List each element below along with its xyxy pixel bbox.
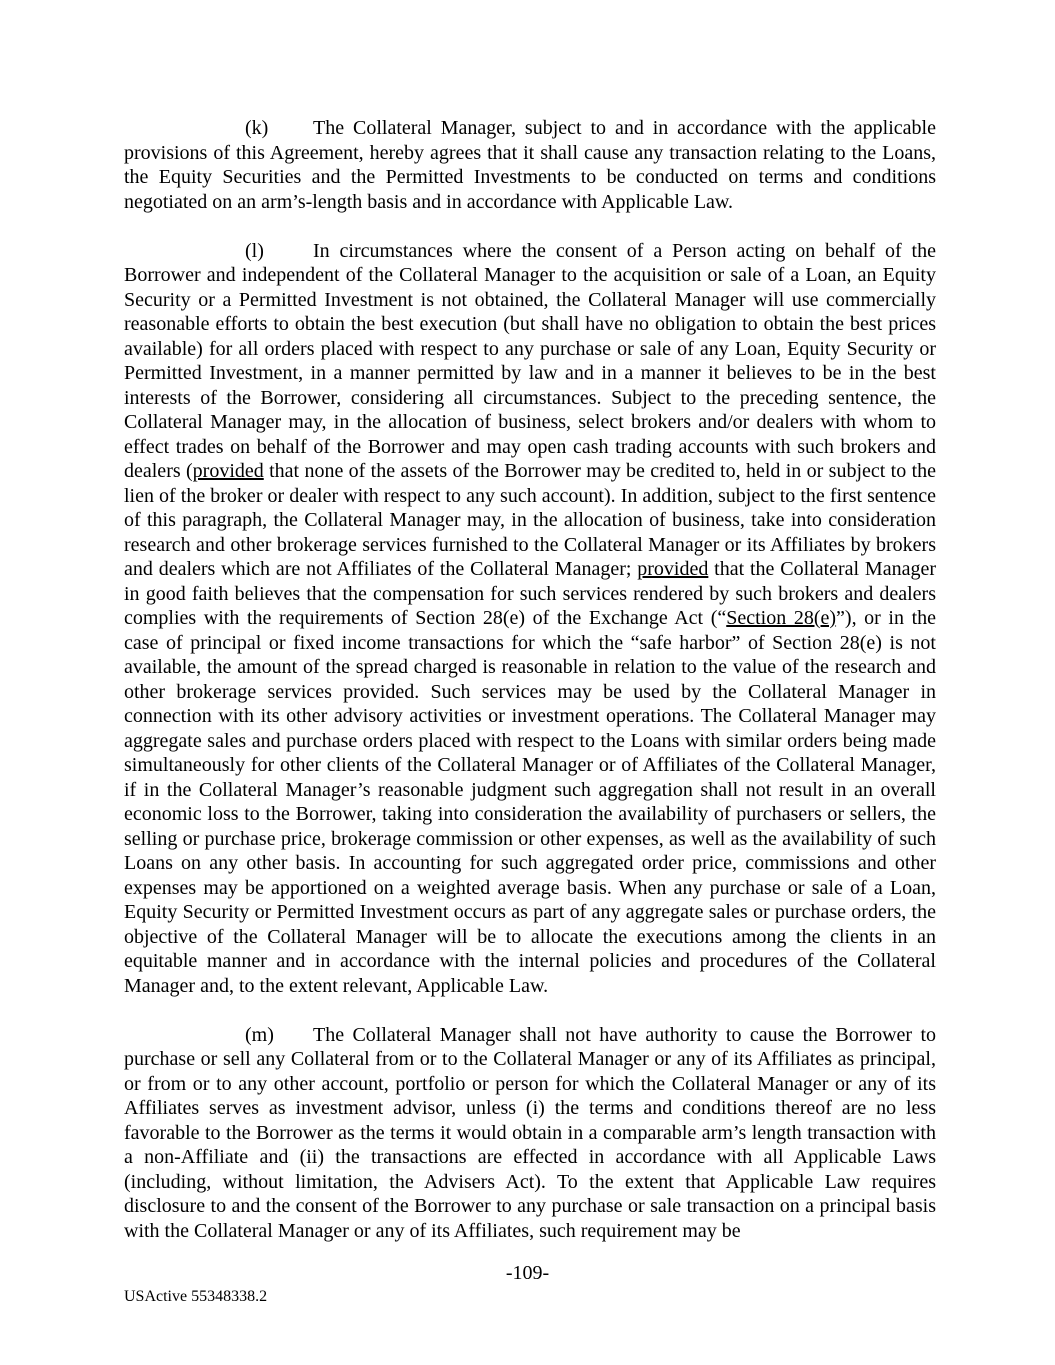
paragraph-l-label: (l) bbox=[245, 239, 264, 262]
text-run: The Collateral Manager shall not have authority to cause the Borrower to purchase or sell any Collateral from or to the Collateral Manager or any of its Affiliates as principal, or from or to any other account, portfolio or person for which the Collateral Manager or any of its Affiliates serves as investment advisor, unless (i) the terms and conditions thereof are no less favorable to the Borrower as the terms it would obtain in a comparable arm’s length transaction with a non-Affiliate and (ii) the transactions are effected in accordance with all Applicable Laws (including, without limitation, the Advisers Act). To the extent that Applicable Law requires disclosure to and the consent of the Borrower to any purchase or sale transaction on a principal basis with the Collateral Manager or any of its Affiliates, such requirement may be bbox=[124, 1023, 936, 1242]
underlined-term: provided bbox=[192, 460, 264, 482]
paragraph-k-label: (k) bbox=[245, 117, 269, 139]
page-number: -109- bbox=[505, 1262, 550, 1284]
text-run: ”), or in the case of principal or fixed income transactions for which the “safe harbor” of Section 28(e) is not available, the amount of the spread charged is reasonable in relation to the value of the research and other brokerage services provided. Such services may be used by the Collateral Manager in connection with its other advisory activities or investment operations. The Collateral Manager may aggregate sales and purchase orders placed with respect to the Loans with similar orders being made simultaneously for other clients of the Collateral Manager or of Affiliates of the Collateral Manager, if in the Collateral Manager’s reasonable judgment such aggregation shall not result in an overall economic loss to the Borrower, taking into consideration the availability of purchasers or sellers, the selling or purchase price, brokerage commission or other expenses, as well as the availability of such Loans on any other basis. In accounting for such aggregated order price, commissions and other expenses may be apportioned on a weighted average basis. When any purchase or sale of a Loan, Equity Security or Permitted Investment occurs as part of any aggregate sales or purchase orders, the objective of the Collateral Manager will be to allocate the executions among the clients in an equitable manner and in accordance with the internal policies and procedures of the Collateral Manager and, to the extent relevant, Applicable Law. bbox=[124, 607, 937, 997]
paragraph-l-text bbox=[124, 240, 936, 997]
paragraph-m bbox=[124, 1023, 936, 1244]
underlined-term: Section 28(e) bbox=[726, 607, 837, 629]
paragraph-m-text bbox=[124, 1024, 936, 1242]
text-run: In circumstances where the consent of a Person acting on behalf of the Borrower and independent of the Collateral Manager to the acquisition or sale of a Loan, an Equity Security or a Permitted Investment is not obtained, the Collateral Manager will use commercially reasonable efforts to obtain the best execution (but shall have no obligation to obtain the best prices available) for all orders placed with respect to any purchase or sale of any Loan, Equity Security or Permitted Investment, in a manner permitted by law and in a manner it believes to be in the best interests of the Borrower, considering all circumstances. Subject to the preceding sentence, the Collateral Manager may, in the allocation of business, select brokers and/or dealers with whom to effect trades on behalf of the Borrower and may open cash trading accounts with such brokers and dealers ( bbox=[124, 239, 936, 482]
paragraph-m-label: (m) bbox=[245, 1023, 274, 1046]
text-run: that none of the assets of the Borrower may be credited to, held in or subject to the lien of the broker or dealer with respect to any such account). In addition, subject to the first sentence of this paragraph, the Collateral Manager may, in the allocation of business, take into consideration research and other brokerage services furnished to the Collateral Manager or its Affiliates by brokers and dealers which are not Affiliates of the Collateral Manager; bbox=[124, 460, 937, 580]
footer-document-reference: USActive 55348338.2 bbox=[124, 1288, 268, 1305]
document-body bbox=[124, 116, 936, 1268]
paragraph-l bbox=[124, 239, 936, 999]
underlined-term: provided bbox=[637, 558, 709, 580]
paragraph-k bbox=[124, 116, 936, 214]
text-run: The Collateral Manager, subject to and in accordance with the applicable provisions of this Agreement, hereby agrees that it shall cause any transaction relating to the Loans, the Equity Securities and the Permitted Investments to be conducted on terms and conditions negotiated on an arm’s-length basis and in accordance with Applicable Law. bbox=[124, 117, 936, 213]
text-run: that the Collateral Manager in good faith believes that the compensation for such services rendered by such brokers and dealers complies with the requirements of Section 28(e) of the Exchange Act (“ bbox=[124, 558, 936, 629]
